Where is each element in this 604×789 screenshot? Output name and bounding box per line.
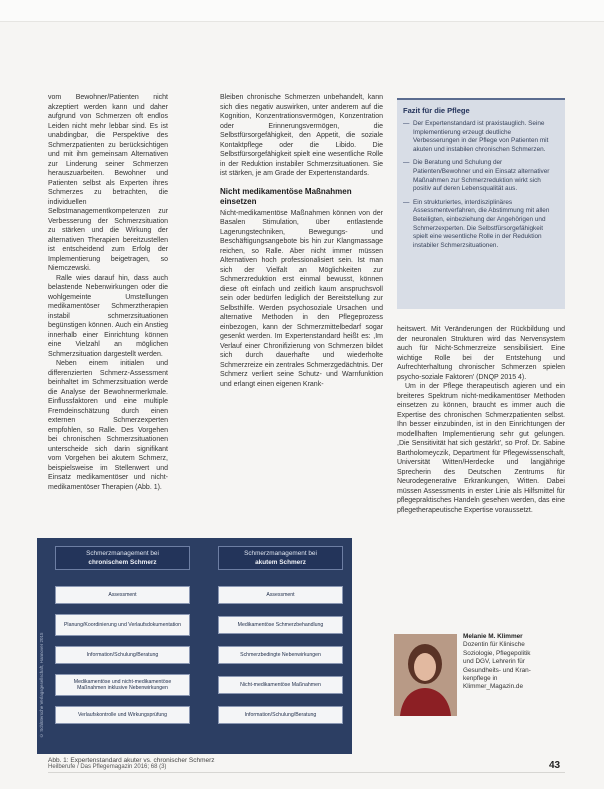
author-bio-line: Gesundheits- und Kran-: [463, 666, 531, 674]
section-heading: Nicht medikamentöse Maßnahmen einsetzen: [220, 186, 352, 206]
author-photo: [394, 634, 457, 716]
text-column-1: [48, 93, 168, 517]
fazit-item: [403, 120, 559, 154]
text-column-3: [397, 325, 565, 615]
footer-citation: Heilberufe / Das Pflegemagazin 2016; 68 (3): [48, 764, 167, 770]
figure-box-chronic: Medikamentöse und nicht-medikamentöse Maßnahmen inklusive Nebenwirkungen: [55, 674, 190, 696]
author-bio-line: Dozentin für Klinische: [463, 641, 525, 649]
figure-box-chronic: Information/Schulung/Beratung: [55, 646, 190, 664]
column1-paragraph-2: Ralle wies darauf hin, dass auch belastende Nebenwirkungen oder die wohlgemeinte Umstellungen medikamentöser Schmerztherapien instabil schmerzsituationen begünstigen können. Auch ein Anstieg innerhalb einer Einrichtung können eine Vielzahl an möglichen Schmerzsituation dargestellt werden.: [48, 274, 168, 358]
author-bio-line: Klimmer_Magazin.de: [463, 683, 524, 691]
column1-paragraph-1: vom Bewohner/Patienten nicht akzeptiert werden kann und daher aufgrund von Schmerzen oft endlos Leiden nicht mehr lebbar sind. Es ist unabdingbar, die Perspektive des Schmerzpatienten zu berücksichtigen und mit ihm gemeinsam Alternativen zur Linderung seiner Schmerzen herauszuarbeiten. Bewohner und Patienten selbst als Experten ihres Schmerzes zu betrachten, die individuellen Selbstmanagementkompetenzen zur Verbesserung der Schmerzsituation zu stärken und die Wirkung der alternativen Therapien bereitzustellen ist entscheidend zum Erfolg der Implementierung beigetragen, so Niemczewski.: [48, 94, 168, 272]
figure-header-emphasis: chronischem Schmerz: [88, 559, 157, 566]
author-bio-line: kenpflege in: [463, 675, 498, 683]
figure-box-chronic: Verlaufskontrolle und Wirkungsprüfung: [55, 706, 190, 724]
figure-box-acute: Assessment: [218, 586, 343, 604]
footer-rule: [48, 772, 565, 773]
column1-paragraph-3: Neben einem initialen und differenzierten Schmerz-Assessment beinhaltet im Schmerzsituation werde die Analyse der Bewohnermerkmale. Einflussfaktoren und eine multiple Fremdeinschätzung durch einen externen Schmerzexperten empfohlen, so Ralle. Des Vorgehen bei chronischen Schmerzsituationen unterscheide sich darin signifikant vom Vorgehen bei akutem Schmerz, beispielsweise im Stellenwert und Einsatz medikamentöser und nicht-medikamentöser Therapien (Abb. 1).: [48, 360, 168, 491]
author-bio: [463, 633, 563, 692]
column3-paragraph-1: heitswert. Mit Veränderungen der Rückbildung und der neuronalen Strukturen wird das Nervensystem auch für Nicht-Schmerzreize sensibilisiert. Eine wichtige Rolle bei der Entstehung und Aufrechterhaltung chronischer Schmerzen spielen psycho-soziale Faktoren' (DNQP 2015 4).: [397, 326, 565, 381]
author-portrait-icon: [394, 634, 457, 716]
fazit-item-text: Ein strukturiertes, interdisziplinäres Assessmentverfahren, die Abstimmung mit allen Beteiligten, einbeziehung der Angehörigen und Schmerzexperten. Die Selbstfürsorgefähigkeit spielt eine wesentliche Rolle in der Reduktion instabiler Schmerzsituationen.: [413, 198, 550, 249]
figure-caption: Abb. 1: Expertenstandard akuter vs. chronischer Schmerz: [48, 757, 215, 764]
figure-header-line: Schmerzmanagement bei: [86, 550, 159, 557]
dash-bullet-icon: —: [403, 120, 410, 127]
fazit-item: [403, 159, 559, 193]
text-column-2: [220, 93, 383, 523]
figure-header-acute: [218, 546, 343, 570]
fazit-box: [397, 98, 565, 309]
figure-box-chronic: Assessment: [55, 586, 190, 604]
page-number: 43: [549, 760, 561, 771]
figure-box-acute: Nicht-medikamentöse Maßnahmen: [218, 676, 343, 694]
fazit-item-text: Der Expertenstandard ist praxistauglich. Seine Implementierung erzeugt deutliche Verbesserungen in der Pflege von Patienten mit akuten und instabilen chronischen Schmerzen.: [413, 120, 549, 153]
column2-paragraph-2: Nicht-medikamentöse Maßnahmen können von der Basalen Stimulation, über entlastende Lagerungstechniken, Bewegungs- und Beschäftigungsangebote bis hin zur Klangmassage reichen, so Ralle. Aber nicht immer müssen Alternativen hoch professionalisiert sein. Ist man sich der Vielfalt an Möglichkeiten zur Schmerzreduktion erst einmal bewusst, können diese oft einfach und zeitlich kaum anspruchsvoll sein oder bedürfen lediglich der Bereitstellung zur Selbsthilfe. Werden psychosoziale Ursachen und alternative Methoden in den Pflegeprozess einbezogen, kann der Schmerzmittelbedarf sogar gesenkt werden. Im Expertenstandard heißt es: ,Im Verlauf einer Chronifizierung von Schmerzen bildet sich durch dauerhafte und wiederholte Schmerzreize ein zentrales Schmerzgedächtnis. Der Schmerz verliert seine Schutz- und Warnfunktion und erlangt einen eigenen Krank-: [220, 209, 383, 388]
figure-box-chronic: Planung/Koordinierung und Verlaufsdokumentation: [55, 614, 190, 636]
column2-paragraph-1: Bleiben chronische Schmerzen unbehandelt, kann sich dies negativ auswirken, unter anderem auf die Kognition, Konzentrationsvermögen, Konzentration oder Erinnerungsvermögen, die Selbstfürsorgefähigkeit, den Appetit, die soziale Kontaktpflege oder die Libido. Die Selbstfürsorgefähigkeit spielt eine wesentliche Rolle in der Reduktion instabiler Schmerzsituationen. Sie ist stärken, je am Grade der Expertenstandards.: [220, 94, 383, 177]
column3-paragraph-2: Um in der Pflege therapeutisch agieren und ein breiteres Spektrum nicht-medikamentöser Methoden einsetzen zu können, braucht es immer auch die Expertise des chronischen Schmerzpatienten selbst. Ihn besser einzubinden, ist in den Einrichtungen der modellhaften Implementierung sehr gut gelungen. ,Die Sensitivität hat sich gestärkt', so Prof. Dr. Sabine Bartholomeyczik, Department für Pflegewissenschaft, Universität Witten/Herdecke und langjährige Sprecherin des Deutschen Zentrums für Neurodegenerative Erkrankungen, Witten. Dabei müssen Assessments in erster Linie als Hilfsmittel für pflegepraktisches Handeln gesehen werden, das eine pflegetherapeutische Expertise voraussetzt.: [397, 383, 565, 514]
figure-credit: © Schlütersche Verlagsgesellschaft, Hannover 2015: [39, 632, 44, 738]
fazit-item: [403, 199, 559, 251]
dash-bullet-icon: —: [403, 198, 410, 206]
figure-box-acute: Medikamentöse Schmerzbehandlung: [218, 616, 343, 634]
author-bio-line: Soziologie, Pflegepolitik: [463, 649, 531, 657]
page-top-band: [0, 0, 604, 22]
figure-box-acute: Information/Schulung/Beratung: [218, 706, 343, 724]
figure-schmerzmanagement: [37, 538, 352, 754]
figure-box-acute: Schmerzbedingte Nebenwirkungen: [218, 646, 343, 664]
figure-header-emphasis: akutem Schmerz: [255, 559, 306, 566]
figure-header-chronic: [55, 546, 190, 570]
fazit-title: Fazit für die Pflege: [403, 106, 470, 115]
author-bio-line: und DGV, Lehrerin für: [463, 658, 525, 666]
author-name: Melanie M. Klimmer: [463, 633, 523, 640]
dash-bullet-icon: —: [403, 159, 410, 167]
figure-header-line: Schmerzmanagement bei: [244, 550, 317, 557]
fazit-item-text: Die Beratung und Schulung der Patienten/Bewohner und ein Einsatz alternativer Maßnahmen zur Schmerzreduktion wirkt sich positiv auf deren Lebensqualität aus.: [413, 159, 550, 193]
